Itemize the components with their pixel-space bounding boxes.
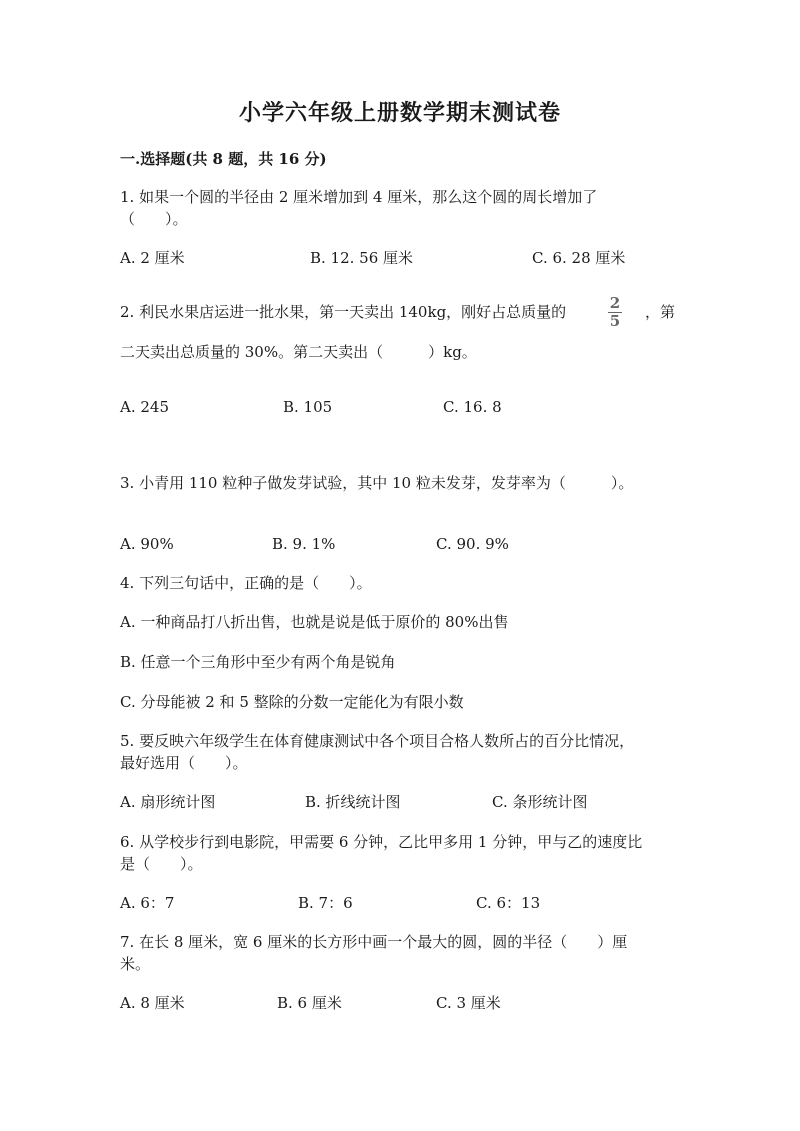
question-2-option-b[interactable]: B. 105: [283, 398, 333, 416]
fraction-denominator: 5: [609, 312, 621, 330]
question-3-text: 3. 小青用 110 粒种子做发芽试验，其中 10 粒未发芽，发芽率为（ ）。: [120, 474, 634, 492]
question-2-text: 2. 利民水果店运进一批水果，第一天卖出 140kg，刚好占总质量的: [120, 303, 567, 321]
question-6-option-c[interactable]: C. 6：13: [476, 894, 541, 912]
question-7-option-a[interactable]: A. 8 厘米: [120, 994, 185, 1012]
question-6-text: 6. 从学校步行到电影院，甲需要 6 分钟，乙比甲多用 1 分钟，甲与乙的速度比: [120, 833, 643, 851]
question-5-option-c[interactable]: C. 条形统计图: [492, 793, 588, 811]
question-2-text-cont: 二天卖出总质量的 30%。第二天卖出（ ）kg。: [120, 343, 477, 361]
question-4-option-a[interactable]: A. 一种商品打八折出售，也就是说是低于原价的 80%出售: [120, 613, 509, 631]
question-4-option-b[interactable]: B. 任意一个三角形中至少有两个角是锐角: [120, 653, 396, 671]
question-1-text: 1. 如果一个圆的半径由 2 厘米增加到 4 厘米，那么这个圆的周长增加了: [120, 188, 598, 206]
question-6-option-b[interactable]: B. 7：6: [298, 894, 353, 912]
question-7-text: 7. 在长 8 厘米，宽 6 厘米的长方形中画一个最大的圆，圆的半径（ ）厘: [120, 933, 628, 951]
question-7-option-b[interactable]: B. 6 厘米: [277, 994, 342, 1012]
question-6-text-cont: 是（ ）。: [120, 855, 203, 873]
question-2-text-end: ，第: [645, 303, 676, 321]
question-1-option-c[interactable]: C. 6. 28 厘米: [532, 249, 626, 267]
fraction-two-fifths: [605, 295, 625, 330]
question-2-option-a[interactable]: A. 245: [120, 398, 169, 416]
question-7-option-c[interactable]: C. 3 厘米: [436, 994, 501, 1012]
question-5-option-b[interactable]: B. 折线统计图: [305, 793, 401, 811]
page-title: 小学六年级上册数学期末测试卷: [238, 100, 561, 126]
question-3-option-c[interactable]: C. 90. 9%: [436, 535, 509, 553]
question-3-option-a[interactable]: A. 90%: [120, 535, 174, 553]
question-5-text-cont: 最好选用（ ）。: [120, 754, 248, 772]
question-2-option-c[interactable]: C. 16. 8: [443, 398, 502, 416]
section-heading: 一.选择题(共 8 题，共 16 分): [120, 150, 327, 168]
question-1-text-cont: （ ）。: [120, 210, 188, 228]
question-6-option-a[interactable]: A. 6：7: [120, 894, 175, 912]
question-4-option-c[interactable]: C. 分母能被 2 和 5 整除的分数一定能化为有限小数: [120, 693, 464, 711]
question-3-option-b[interactable]: B. 9. 1%: [272, 535, 336, 553]
question-7-text-cont: 米。: [120, 955, 151, 973]
question-1-option-b[interactable]: B. 12. 56 厘米: [310, 249, 414, 267]
fraction-numerator: 2: [609, 294, 621, 312]
question-1-option-a[interactable]: A. 2 厘米: [120, 249, 185, 267]
question-4-text: 4. 下列三句话中，正确的是（ ）。: [120, 574, 372, 592]
question-5-option-a[interactable]: A. 扇形统计图: [120, 793, 216, 811]
question-5-text: 5. 要反映六年级学生在体育健康测试中各个项目合格人数所占的百分比情况，: [120, 732, 635, 750]
